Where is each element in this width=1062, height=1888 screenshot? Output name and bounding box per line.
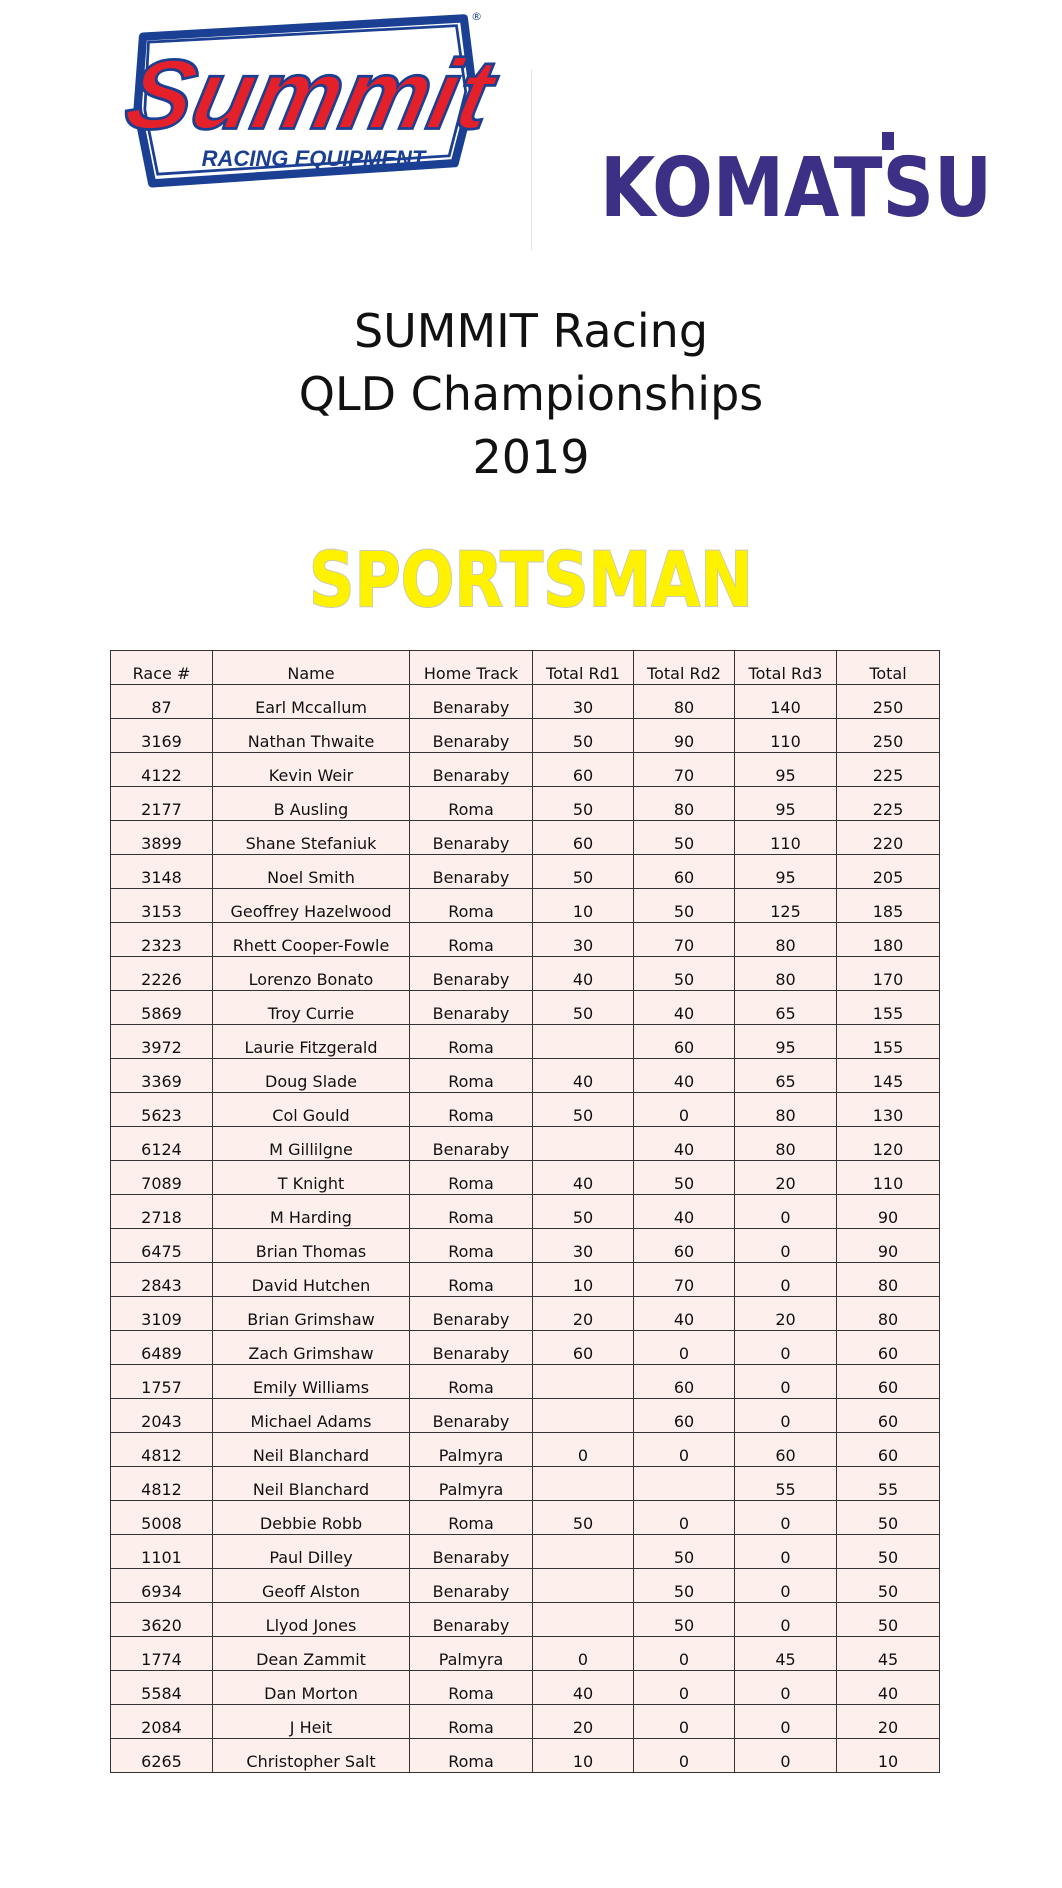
total-rd1-cell: 50	[533, 855, 634, 889]
total-rd1-cell: 40	[533, 1671, 634, 1705]
race-number-cell: 1757	[111, 1365, 213, 1399]
total-rd2-cell: 70	[634, 923, 735, 957]
total-rd3-cell: 95	[735, 753, 837, 787]
total-rd1-cell: 20	[533, 1297, 634, 1331]
total-cell: 110	[837, 1161, 940, 1195]
table-row	[111, 1297, 940, 1331]
home-track-cell: Benaraby	[410, 821, 533, 855]
name-cell: M Gillilgne	[213, 1127, 410, 1161]
home-track-cell: Roma	[410, 1093, 533, 1127]
total-rd1-cell	[533, 1569, 634, 1603]
home-track-cell: Roma	[410, 787, 533, 821]
total-rd2-cell: 0	[634, 1671, 735, 1705]
home-track-cell: Roma	[410, 1263, 533, 1297]
total-cell: 250	[837, 719, 940, 753]
total-rd2-cell: 90	[634, 719, 735, 753]
summit-racing-logo	[116, 0, 504, 220]
total-cell: 80	[837, 1263, 940, 1297]
komatsu-logo	[596, 124, 996, 236]
table-row	[111, 1603, 940, 1637]
total-cell: 50	[837, 1535, 940, 1569]
home-track-cell: Benaraby	[410, 1569, 533, 1603]
name-cell: Lorenzo Bonato	[213, 957, 410, 991]
name-cell: B Ausling	[213, 787, 410, 821]
registered-mark: ®	[471, 10, 483, 24]
total-rd2-cell: 50	[634, 1535, 735, 1569]
total-cell: 20	[837, 1705, 940, 1739]
total-rd3-cell: 80	[735, 957, 837, 991]
total-rd3-cell: 0	[735, 1705, 837, 1739]
table-row	[111, 787, 940, 821]
summit-wordmark: Summit	[116, 39, 504, 151]
home-track-cell: Roma	[410, 1365, 533, 1399]
title-line-3: 2019	[472, 430, 590, 484]
total-rd3-cell: 20	[735, 1297, 837, 1331]
total-rd1-cell	[533, 1127, 634, 1161]
total-rd2-cell: 80	[634, 685, 735, 719]
header-name: Name	[213, 651, 410, 685]
total-rd2-cell: 60	[634, 1365, 735, 1399]
total-rd1-cell: 50	[533, 1195, 634, 1229]
total-rd3-cell: 45	[735, 1637, 837, 1671]
total-cell: 60	[837, 1365, 940, 1399]
race-number-cell: 6124	[111, 1127, 213, 1161]
home-track-cell: Benaraby	[410, 753, 533, 787]
home-track-cell: Benaraby	[410, 1297, 533, 1331]
table-row	[111, 1637, 940, 1671]
total-rd1-cell: 20	[533, 1705, 634, 1739]
total-cell: 145	[837, 1059, 940, 1093]
home-track-cell: Benaraby	[410, 1399, 533, 1433]
table-row	[111, 1705, 940, 1739]
race-number-cell: 6265	[111, 1739, 213, 1773]
header-home-track: Home Track	[410, 651, 533, 685]
total-rd2-cell: 0	[634, 1705, 735, 1739]
table-row	[111, 1433, 940, 1467]
total-rd1-cell	[533, 1603, 634, 1637]
total-rd3-cell: 95	[735, 1025, 837, 1059]
results-table	[110, 650, 940, 1773]
total-rd2-cell: 60	[634, 1025, 735, 1059]
total-rd1-cell: 30	[533, 1229, 634, 1263]
race-number-cell: 3972	[111, 1025, 213, 1059]
total-cell: 155	[837, 991, 940, 1025]
race-number-cell: 2177	[111, 787, 213, 821]
total-rd2-cell: 60	[634, 855, 735, 889]
name-cell: Dan Morton	[213, 1671, 410, 1705]
name-cell: Laurie Fitzgerald	[213, 1025, 410, 1059]
table-row	[111, 1161, 940, 1195]
name-cell: Neil Blanchard	[213, 1467, 410, 1501]
total-rd1-cell: 50	[533, 1093, 634, 1127]
total-rd2-cell: 60	[634, 1399, 735, 1433]
category-heading: SPORTSMAN	[309, 535, 753, 624]
race-number-cell: 2084	[111, 1705, 213, 1739]
table-row	[111, 1467, 940, 1501]
total-rd2-cell: 50	[634, 1161, 735, 1195]
race-number-cell: 87	[111, 685, 213, 719]
category-heading-graphic	[0, 526, 1062, 624]
total-rd2-cell: 50	[634, 889, 735, 923]
total-rd1-cell: 50	[533, 991, 634, 1025]
total-rd3-cell: 60	[735, 1433, 837, 1467]
total-rd2-cell: 40	[634, 991, 735, 1025]
total-rd3-cell: 0	[735, 1229, 837, 1263]
race-number-cell: 6934	[111, 1569, 213, 1603]
total-cell: 55	[837, 1467, 940, 1501]
home-track-cell: Benaraby	[410, 1603, 533, 1637]
total-rd2-cell: 50	[634, 957, 735, 991]
total-cell: 220	[837, 821, 940, 855]
home-track-cell: Roma	[410, 923, 533, 957]
total-rd1-cell: 60	[533, 1331, 634, 1365]
name-cell: Michael Adams	[213, 1399, 410, 1433]
race-number-cell: 1101	[111, 1535, 213, 1569]
home-track-cell: Roma	[410, 1161, 533, 1195]
total-rd1-cell	[533, 1025, 634, 1059]
total-rd2-cell: 0	[634, 1093, 735, 1127]
table-row	[111, 1127, 940, 1161]
race-number-cell: 4122	[111, 753, 213, 787]
home-track-cell: Benaraby	[410, 957, 533, 991]
name-cell: Christopher Salt	[213, 1739, 410, 1773]
total-cell: 180	[837, 923, 940, 957]
total-rd1-cell: 40	[533, 1059, 634, 1093]
name-cell: Noel Smith	[213, 855, 410, 889]
table-row	[111, 855, 940, 889]
race-number-cell: 3153	[111, 889, 213, 923]
total-cell: 45	[837, 1637, 940, 1671]
race-number-cell: 4812	[111, 1433, 213, 1467]
table-row	[111, 1263, 940, 1297]
home-track-cell: Roma	[410, 1671, 533, 1705]
total-rd3-cell: 0	[735, 1263, 837, 1297]
total-cell: 40	[837, 1671, 940, 1705]
total-rd1-cell	[533, 1365, 634, 1399]
logo-divider	[531, 70, 532, 250]
race-number-cell: 3369	[111, 1059, 213, 1093]
home-track-cell: Palmyra	[410, 1637, 533, 1671]
total-rd2-cell: 0	[634, 1637, 735, 1671]
total-cell: 205	[837, 855, 940, 889]
total-rd3-cell: 140	[735, 685, 837, 719]
total-cell: 50	[837, 1501, 940, 1535]
total-cell: 60	[837, 1331, 940, 1365]
total-rd3-cell: 0	[735, 1671, 837, 1705]
summit-subtitle: RACING EQUIPMENT	[201, 145, 426, 171]
total-cell: 80	[837, 1297, 940, 1331]
home-track-cell: Benaraby	[410, 719, 533, 753]
table-row	[111, 685, 940, 719]
total-rd2-cell: 50	[634, 1569, 735, 1603]
race-number-cell: 7089	[111, 1161, 213, 1195]
table-row	[111, 1569, 940, 1603]
home-track-cell: Roma	[410, 1025, 533, 1059]
total-rd2-cell: 0	[634, 1739, 735, 1773]
table-row	[111, 1059, 940, 1093]
home-track-cell: Benaraby	[410, 685, 533, 719]
category-banner	[0, 526, 1062, 624]
total-rd2-cell	[634, 1467, 735, 1501]
total-rd3-cell: 110	[735, 821, 837, 855]
home-track-cell: Roma	[410, 1229, 533, 1263]
total-rd1-cell: 40	[533, 1161, 634, 1195]
total-rd2-cell: 0	[634, 1433, 735, 1467]
table-row	[111, 991, 940, 1025]
total-rd1-cell: 10	[533, 1739, 634, 1773]
table-row	[111, 1331, 940, 1365]
total-cell: 60	[837, 1399, 940, 1433]
name-cell: J Heit	[213, 1705, 410, 1739]
header-total-rd3: Total Rd3	[735, 651, 837, 685]
table-row	[111, 821, 940, 855]
home-track-cell: Roma	[410, 1195, 533, 1229]
table-row	[111, 1501, 940, 1535]
total-rd3-cell: 65	[735, 1059, 837, 1093]
name-cell: Brian Grimshaw	[213, 1297, 410, 1331]
name-cell: Col Gould	[213, 1093, 410, 1127]
home-track-cell: Palmyra	[410, 1433, 533, 1467]
total-cell: 50	[837, 1603, 940, 1637]
total-cell: 155	[837, 1025, 940, 1059]
total-rd1-cell: 60	[533, 821, 634, 855]
total-rd1-cell: 10	[533, 1263, 634, 1297]
title-line-2: QLD Championships	[298, 367, 764, 421]
race-number-cell: 3148	[111, 855, 213, 889]
table-row	[111, 1739, 940, 1773]
race-number-cell: 6475	[111, 1229, 213, 1263]
race-number-cell: 5623	[111, 1093, 213, 1127]
total-cell: 90	[837, 1229, 940, 1263]
total-rd1-cell: 0	[533, 1433, 634, 1467]
total-rd2-cell: 40	[634, 1059, 735, 1093]
race-number-cell: 1774	[111, 1637, 213, 1671]
name-cell: Brian Thomas	[213, 1229, 410, 1263]
total-rd2-cell: 70	[634, 753, 735, 787]
name-cell: Geoffrey Hazelwood	[213, 889, 410, 923]
total-cell: 185	[837, 889, 940, 923]
home-track-cell: Benaraby	[410, 1127, 533, 1161]
table-row	[111, 923, 940, 957]
home-track-cell: Roma	[410, 889, 533, 923]
total-rd1-cell: 50	[533, 1501, 634, 1535]
total-rd3-cell: 0	[735, 1399, 837, 1433]
total-rd2-cell: 0	[634, 1501, 735, 1535]
name-cell: Debbie Robb	[213, 1501, 410, 1535]
total-rd1-cell	[533, 1535, 634, 1569]
race-number-cell: 2226	[111, 957, 213, 991]
race-number-cell: 3169	[111, 719, 213, 753]
table-row	[111, 1365, 940, 1399]
home-track-cell: Benaraby	[410, 1535, 533, 1569]
total-rd3-cell: 80	[735, 923, 837, 957]
total-rd2-cell: 40	[634, 1297, 735, 1331]
total-rd1-cell: 0	[533, 1637, 634, 1671]
total-rd1-cell	[533, 1467, 634, 1501]
race-number-cell: 2323	[111, 923, 213, 957]
championship-title	[0, 300, 1062, 489]
total-cell: 10	[837, 1739, 940, 1773]
table-row	[111, 1025, 940, 1059]
total-cell: 120	[837, 1127, 940, 1161]
header-race-number: Race #	[111, 651, 213, 685]
total-rd1-cell: 10	[533, 889, 634, 923]
total-cell: 170	[837, 957, 940, 991]
table-row	[111, 1195, 940, 1229]
total-cell: 225	[837, 753, 940, 787]
total-cell: 225	[837, 787, 940, 821]
home-track-cell: Roma	[410, 1739, 533, 1773]
name-cell: Dean Zammit	[213, 1637, 410, 1671]
home-track-cell: Benaraby	[410, 855, 533, 889]
table-row	[111, 753, 940, 787]
home-track-cell: Roma	[410, 1705, 533, 1739]
total-rd1-cell	[533, 1399, 634, 1433]
total-cell: 60	[837, 1433, 940, 1467]
total-rd3-cell: 0	[735, 1603, 837, 1637]
komatsu-wordmark: KOMATSU	[600, 141, 992, 236]
table-header-row	[111, 651, 940, 685]
total-rd3-cell: 0	[735, 1195, 837, 1229]
race-number-cell: 4812	[111, 1467, 213, 1501]
total-rd3-cell: 0	[735, 1331, 837, 1365]
name-cell: Zach Grimshaw	[213, 1331, 410, 1365]
race-number-cell: 3109	[111, 1297, 213, 1331]
total-rd3-cell: 0	[735, 1365, 837, 1399]
race-number-cell: 5008	[111, 1501, 213, 1535]
total-cell: 130	[837, 1093, 940, 1127]
table-row	[111, 957, 940, 991]
total-rd3-cell: 80	[735, 1093, 837, 1127]
name-cell: M Harding	[213, 1195, 410, 1229]
race-number-cell: 2043	[111, 1399, 213, 1433]
table-row	[111, 1399, 940, 1433]
total-rd3-cell: 95	[735, 855, 837, 889]
total-cell: 50	[837, 1569, 940, 1603]
total-rd3-cell: 0	[735, 1535, 837, 1569]
table-row	[111, 719, 940, 753]
name-cell: Emily Williams	[213, 1365, 410, 1399]
home-track-cell: Roma	[410, 1059, 533, 1093]
race-number-cell: 2843	[111, 1263, 213, 1297]
total-rd3-cell: 0	[735, 1739, 837, 1773]
table-row	[111, 1671, 940, 1705]
table-row	[111, 1229, 940, 1263]
race-number-cell: 5584	[111, 1671, 213, 1705]
total-rd2-cell: 40	[634, 1195, 735, 1229]
sponsor-logos	[0, 10, 1062, 270]
race-number-cell: 3899	[111, 821, 213, 855]
total-rd2-cell: 40	[634, 1127, 735, 1161]
home-track-cell: Roma	[410, 1501, 533, 1535]
table-row	[111, 889, 940, 923]
race-number-cell: 3620	[111, 1603, 213, 1637]
total-rd3-cell: 95	[735, 787, 837, 821]
total-rd1-cell: 60	[533, 753, 634, 787]
total-rd3-cell: 0	[735, 1569, 837, 1603]
name-cell: Paul Dilley	[213, 1535, 410, 1569]
table-row	[111, 1093, 940, 1127]
total-rd3-cell: 80	[735, 1127, 837, 1161]
total-rd3-cell: 0	[735, 1501, 837, 1535]
name-cell: Kevin Weir	[213, 753, 410, 787]
total-rd2-cell: 50	[634, 821, 735, 855]
header-total-rd2: Total Rd2	[634, 651, 735, 685]
header-total: Total	[837, 651, 940, 685]
total-rd3-cell: 125	[735, 889, 837, 923]
table-body	[111, 685, 940, 1773]
total-rd2-cell: 70	[634, 1263, 735, 1297]
total-cell: 250	[837, 685, 940, 719]
total-rd2-cell: 60	[634, 1229, 735, 1263]
total-rd1-cell: 50	[533, 787, 634, 821]
total-rd1-cell: 40	[533, 957, 634, 991]
race-number-cell: 6489	[111, 1331, 213, 1365]
total-cell: 90	[837, 1195, 940, 1229]
name-cell: Neil Blanchard	[213, 1433, 410, 1467]
home-track-cell: Palmyra	[410, 1467, 533, 1501]
name-cell: David Hutchen	[213, 1263, 410, 1297]
home-track-cell: Benaraby	[410, 991, 533, 1025]
name-cell: Doug Slade	[213, 1059, 410, 1093]
name-cell: Shane Stefaniuk	[213, 821, 410, 855]
name-cell: T Knight	[213, 1161, 410, 1195]
total-rd3-cell: 65	[735, 991, 837, 1025]
name-cell: Troy Currie	[213, 991, 410, 1025]
total-rd2-cell: 80	[634, 787, 735, 821]
race-number-cell: 2718	[111, 1195, 213, 1229]
race-number-cell: 5869	[111, 991, 213, 1025]
table-row	[111, 1535, 940, 1569]
total-rd3-cell: 55	[735, 1467, 837, 1501]
name-cell: Nathan Thwaite	[213, 719, 410, 753]
home-track-cell: Benaraby	[410, 1331, 533, 1365]
name-cell: Geoff Alston	[213, 1569, 410, 1603]
total-rd3-cell: 20	[735, 1161, 837, 1195]
name-cell: Earl Mccallum	[213, 685, 410, 719]
total-rd1-cell: 50	[533, 719, 634, 753]
total-rd1-cell: 30	[533, 923, 634, 957]
total-rd2-cell: 50	[634, 1603, 735, 1637]
name-cell: Rhett Cooper-Fowle	[213, 923, 410, 957]
total-rd1-cell: 30	[533, 685, 634, 719]
name-cell: Llyod Jones	[213, 1603, 410, 1637]
total-rd3-cell: 110	[735, 719, 837, 753]
header-total-rd1: Total Rd1	[533, 651, 634, 685]
title-line-1: SUMMIT Racing	[353, 304, 709, 358]
total-rd2-cell: 0	[634, 1331, 735, 1365]
